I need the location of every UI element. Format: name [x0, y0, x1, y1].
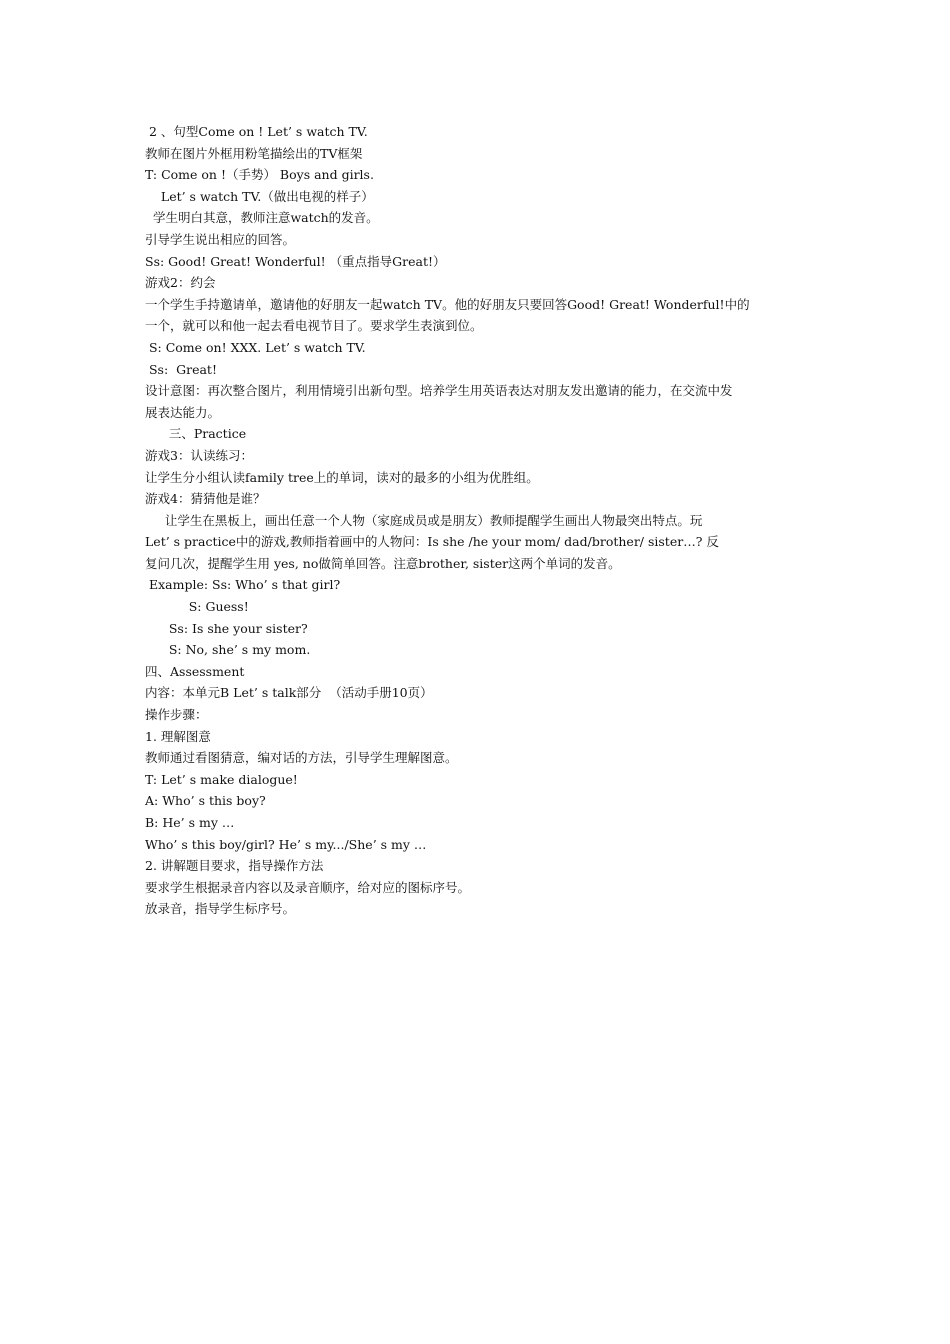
text-line: 设计意图：再次整合图片，利用情境引出新句型。培养学生用英语表达对朋友发出邀请的能力，在交流中发	[145, 383, 733, 399]
text-line: Who’ s this boy/girl? He’ s my.../She’ s my …	[145, 836, 427, 852]
text-line: 内容：本单元B Let’ s talk部分 （活动手册10页）	[145, 685, 433, 701]
text-line: 操作步骤：	[145, 707, 208, 723]
section-heading: 四、Assessment	[145, 663, 245, 679]
text-line: S: Come on! XXX. Let’ s watch TV.	[145, 339, 366, 355]
text-line: A: Who’ s this boy?	[145, 793, 266, 809]
text-line: 一个学生手持邀请单，邀请他的好朋友一起watch TV。他的好朋友只要回答Good! Great! Wonderful!中的	[145, 296, 750, 312]
text-line: 教师通过看图猜意，编对话的方法，引导学生理解图意。	[145, 750, 458, 766]
text-line: B: He’ s my …	[145, 815, 235, 830]
text-line: 2 、句型Come on ! Let’ s watch TV.	[145, 124, 368, 139]
text-line: S: No, she’ s my mom.	[145, 642, 311, 658]
text-line: Ss: Great!	[145, 361, 217, 377]
section-heading: 三、Practice	[145, 426, 247, 442]
text-line: 让学生分小组认读family tree上的单词，读对的最多的小组为优胜组。	[145, 469, 539, 485]
text-line: T: Come on !（手势） Boys and girls.	[145, 167, 374, 183]
text-line: 一个，就可以和他一起去看电视节目了。要求学生表演到位。	[145, 318, 483, 334]
text-line: 1. 理解图意	[145, 728, 211, 744]
section-heading: 游戏4：猜猜他是谁？	[145, 491, 266, 507]
text-line: Ss: Is she your sister?	[145, 620, 308, 636]
text-line: Example: Ss: Who’ s that girl?	[145, 577, 341, 593]
text-line: Let’ s watch TV.（做出电视的样子）	[145, 188, 374, 204]
text-line: Let’ s practice中的游戏,教师指着画中的人物问：Is she /he your mom/ dad/brother/ sister…? 反	[145, 534, 719, 550]
text-line: S: Guess!	[145, 599, 249, 615]
text-line: 让学生在黑板上，画出任意一个人物（家庭成员或是朋友）教师提醒学生画出人物最突出特点。玩	[145, 512, 703, 528]
text-line: Ss: Good! Great! Wonderful! （重点指导Great!）	[145, 253, 446, 269]
document-body	[145, 121, 815, 920]
text-line: 要求学生根据录音内容以及录音顺序，给对应的图标序号。	[145, 879, 471, 895]
text-line: T: Let’ s make dialogue!	[145, 771, 298, 787]
text-line: 引导学生说出相应的回答。	[145, 231, 296, 247]
section-heading: 游戏2：约会	[145, 275, 216, 291]
text-line: 放录音，指导学生标序号。	[145, 901, 296, 917]
text-line: 2. 讲解题目要求，指导操作方法	[145, 858, 324, 874]
text-line: 学生明白其意，教师注意watch的发音。	[145, 210, 379, 226]
text-line: 复问几次，提醒学生用 yes, no做简单回答。注意brother, sister这两个单词的发音。	[145, 555, 621, 571]
text-line: 展表达能力。	[145, 404, 221, 420]
section-heading: 游戏3：认读练习：	[145, 447, 253, 463]
text-line: 教师在图片外框用粉笔描绘出的TV框架	[145, 145, 363, 161]
